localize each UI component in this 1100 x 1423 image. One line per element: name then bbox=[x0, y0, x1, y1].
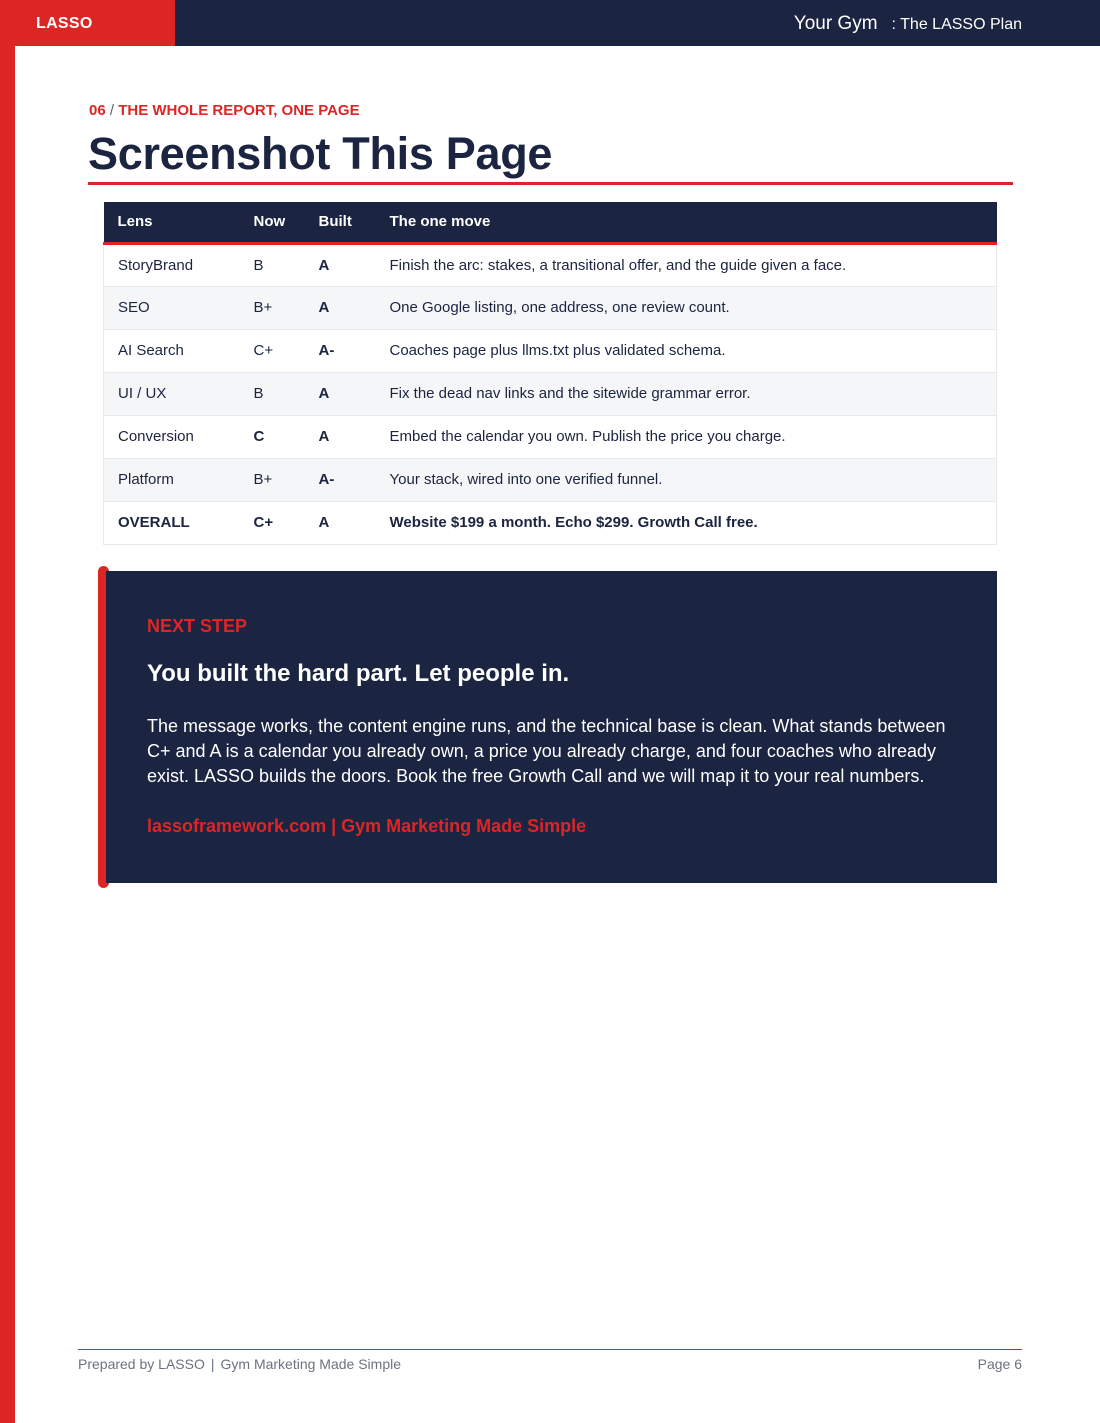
left-accent-bar bbox=[0, 0, 15, 1423]
now-grade-cell: B+ bbox=[240, 458, 305, 501]
now-grade-cell: C+ bbox=[240, 501, 305, 544]
now-grade-cell: C+ bbox=[240, 329, 305, 372]
table-row bbox=[104, 243, 997, 286]
move-cell: Website $199 a month. Echo $299. Growth Call free. bbox=[376, 501, 997, 544]
lens-cell: SEO bbox=[104, 286, 240, 329]
move-cell: Fix the dead nav links and the sitewide grammar error. bbox=[376, 372, 997, 415]
plan-name: : The LASSO Plan bbox=[891, 16, 1022, 33]
move-cell: Finish the arc: stakes, a transitional offer, and the guide given a face. bbox=[376, 243, 997, 286]
document-title bbox=[794, 13, 1022, 35]
table-row bbox=[104, 372, 997, 415]
grades-table bbox=[103, 202, 997, 545]
title-divider bbox=[88, 182, 1013, 185]
next-step-callout bbox=[106, 571, 997, 883]
header-now: Now bbox=[240, 202, 305, 243]
table-row bbox=[104, 286, 997, 329]
now-grade-cell: B bbox=[240, 372, 305, 415]
lens-cell: StoryBrand bbox=[104, 243, 240, 286]
cta-eyebrow: NEXT STEP bbox=[147, 616, 248, 636]
brand-logo-text: LASSO bbox=[36, 15, 93, 32]
section-separator: / bbox=[109, 102, 115, 119]
table-row bbox=[104, 415, 997, 458]
lens-cell: AI Search bbox=[104, 329, 240, 372]
section-number: 06 bbox=[89, 102, 106, 119]
built-grade-cell: A- bbox=[305, 458, 376, 501]
header-built: Built bbox=[305, 202, 376, 243]
lens-cell: OVERALL bbox=[104, 501, 240, 544]
move-cell: Your stack, wired into one verified funnel. bbox=[376, 458, 997, 501]
footer-prepared: Prepared by LASSO bbox=[78, 1356, 205, 1372]
section-eyebrow bbox=[89, 102, 360, 119]
built-grade-cell: A bbox=[305, 243, 376, 286]
brand-block bbox=[0, 0, 175, 46]
now-grade-cell: C bbox=[240, 415, 305, 458]
overall-row bbox=[104, 501, 997, 544]
gym-name: Your Gym bbox=[793, 13, 878, 34]
table-row bbox=[104, 329, 997, 372]
page-title: Screenshot This Page bbox=[88, 128, 553, 179]
section-label: THE WHOLE REPORT, ONE PAGE bbox=[118, 102, 360, 119]
page-number: Page 6 bbox=[977, 1356, 1022, 1372]
cta-heading: You built the hard part. Let people in. bbox=[147, 660, 570, 687]
cta-body: The message works, the content engine runs, and the technical base is clean. What stands between C+ and A is a calendar you already own, a price you already charge, and four coaches who already exist. LASSO builds the doors. Book the free Growth Call and we will map it to your real numbers. bbox=[147, 716, 946, 786]
built-grade-cell: A- bbox=[305, 329, 376, 372]
move-cell: One Google listing, one address, one review count. bbox=[376, 286, 997, 329]
table-header-row bbox=[104, 202, 997, 243]
built-grade-cell: A bbox=[305, 372, 376, 415]
footer-credit bbox=[78, 1356, 401, 1372]
table-row bbox=[104, 458, 997, 501]
built-grade-cell: A bbox=[305, 286, 376, 329]
built-grade-cell: A bbox=[305, 501, 376, 544]
move-cell: Embed the calendar you own. Publish the price you charge. bbox=[376, 415, 997, 458]
footer-tagline: Gym Marketing Made Simple bbox=[220, 1356, 402, 1372]
footer-separator: | bbox=[210, 1356, 215, 1372]
header-lens: Lens bbox=[104, 202, 240, 243]
lens-cell: UI / UX bbox=[104, 372, 240, 415]
now-grade-cell: B bbox=[240, 243, 305, 286]
header-move: The one move bbox=[376, 202, 997, 243]
footer-divider bbox=[78, 1349, 1022, 1350]
website-link[interactable]: lassoframework.com | Gym Marketing Made Simple bbox=[147, 816, 587, 836]
lens-cell: Platform bbox=[104, 458, 240, 501]
lens-cell: Conversion bbox=[104, 415, 240, 458]
built-grade-cell: A bbox=[305, 415, 376, 458]
move-cell: Coaches page plus llms.txt plus validated schema. bbox=[376, 329, 997, 372]
now-grade-cell: B+ bbox=[240, 286, 305, 329]
top-bar bbox=[0, 0, 1100, 46]
